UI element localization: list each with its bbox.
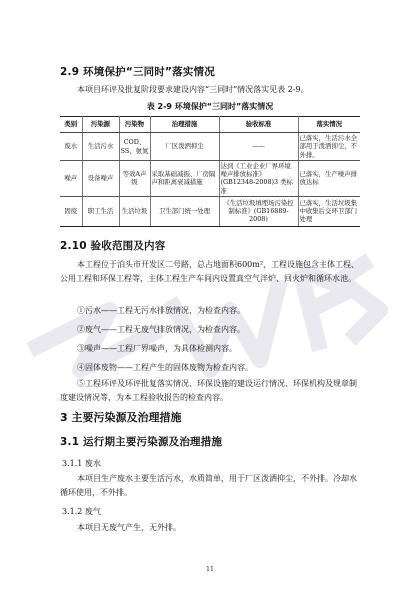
table-cell: 废水 [60, 133, 82, 161]
col-header: 类别 [60, 117, 82, 133]
section-2-9-intro: 本项目环评及批复阶段要求建设内容“三同时”情况落实见表 2-9。 [77, 85, 309, 94]
col-header: 污染物 [119, 117, 150, 133]
table-cell: 已落实，生活污水全部用于泼洒抑尘，不外排。 [298, 133, 360, 161]
three-simultaneous-table [60, 116, 360, 227]
section-2-10-paragraph: 本工程位于泊头市开发区二号路，总占地面积600m²，工程设施包含主体工程、公用工程和环保工程等，主体工程生产车间内设置真空气泮炉、回火炉和循环水池。 [60, 260, 360, 283]
exhaust-gas-paragraph: 本项目无废气产生，无外排。 [77, 523, 181, 532]
section-3-1-2-heading: 3.1.2 废气 [62, 507, 101, 516]
inspection-item: ②废气——工程无废气排放情况，为检查内容。 [77, 325, 245, 334]
table-row [60, 133, 360, 161]
inspection-item-5: ⑤工程环评及环评批复落实情况、环保设施的建设运行情况、环保机构及规章制度建设情况等，为本工程验收报告的检查内容。 [60, 379, 357, 402]
section-2-9-heading: 2.9 环境保护“三同时”落实情况 [60, 66, 215, 78]
table-row [60, 196, 360, 226]
table-cell: 《生活垃圾填埋场污染控制标准》(GB16889-2008) [219, 196, 298, 226]
table-cell: 固废 [60, 196, 82, 226]
col-header: 落实情况 [298, 117, 360, 133]
section-3-1-heading: 3.1 运行期主要污染源及治理措施 [60, 436, 223, 448]
table-cell: 厂区泼洒抑尘 [150, 133, 219, 161]
inspection-item: ④固体废物——工程产生的固体废物为检查内容。 [77, 363, 253, 372]
table-row [60, 161, 360, 197]
table-cell: 生活垃圾 [119, 196, 150, 226]
inspection-item: ①污水——工程无污水排放情况，为检查内容。 [77, 306, 245, 315]
section-3-1-1-heading: 3.1.1 废水 [62, 459, 101, 468]
table-cell: 噪声 [60, 161, 82, 197]
table-cell: 等效A声级 [119, 161, 150, 197]
table-cell: 达到《工业企业厂界环境噪声排放标准》(GB12348-2008)3 类标准 [219, 161, 298, 197]
table-cell: 已落实，生活垃圾集中收集后交环卫部门处理 [298, 196, 360, 226]
table-cell: 设备噪声 [82, 161, 119, 197]
table-cell: 卫生部门统一处理 [150, 196, 219, 226]
col-header: 验收标准 [219, 117, 298, 133]
section-2-10-heading: 2.10 验收范围及内容 [60, 240, 166, 252]
table-caption: 表 2-9 环境保护“三同时”落实情况 [146, 102, 274, 111]
col-header: 治理措施 [150, 117, 219, 133]
inspection-item: ③噪声——工程厂界噪声，为具体检测内容。 [77, 344, 237, 353]
page-number: 11 [206, 566, 214, 573]
table-cell: COD、SS、氨氮 [119, 133, 150, 161]
table-cell: 职工生活 [82, 196, 119, 226]
table-cell: 采取基础减振、厂房隔声和距离衰减措施 [150, 161, 219, 197]
table-cell: —— [219, 133, 298, 161]
table-header-row [60, 117, 360, 133]
wastewater-paragraph: 本项目生产废水主要生活污水，水质简单，用于厂区泼洒抑尘，不外排。冷却水循环使用，不外排。 [60, 474, 357, 497]
table-cell: 生活污水 [82, 133, 119, 161]
col-header: 污染源 [82, 117, 119, 133]
table-cell: 已落实，生产噪声排放达标 [298, 161, 360, 197]
chapter-3-heading: 3 主要污染源及治理措施 [60, 411, 182, 424]
